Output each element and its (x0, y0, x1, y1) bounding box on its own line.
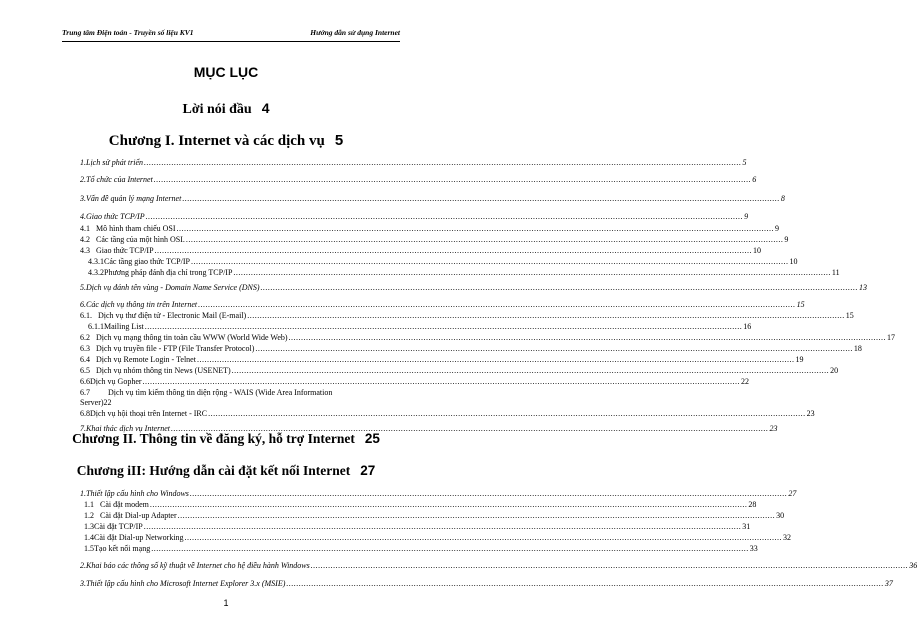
toc-entry[interactable] (80, 533, 792, 544)
toc-entry-page: 33 (749, 544, 758, 553)
toc-entry-number: 1.4 (84, 533, 94, 542)
toc-entry-number: 4. (80, 212, 86, 221)
toc-entry-page: 28 (748, 500, 757, 509)
toc-entry-number: 5. (80, 283, 86, 292)
toc-entry-number: 1.2 (84, 511, 94, 520)
toc-entry-page: 32 (783, 533, 792, 542)
toc-entry-number: 3. (80, 579, 86, 588)
toc-entry-page: 20 (830, 366, 839, 375)
toc-entry-text: Các dịch vụ thông tin trên Internet (86, 300, 198, 309)
toc-entry[interactable] (80, 311, 854, 322)
intro-label: Lời nói đầu (182, 102, 252, 117)
toc-entry[interactable] (80, 511, 785, 522)
chapter2-page: 25 (364, 431, 380, 446)
toc-entry[interactable] (80, 322, 752, 333)
toc-entry-page: 19 (795, 355, 804, 364)
toc-entry-page: 23 (806, 409, 815, 418)
toc-entry-text: Dịch vụ nhóm thông tin News (USENET) (96, 366, 231, 375)
toc-entry-text: Dịch vụ thư điện tử - Electronic Mail (E-mail) (98, 311, 247, 320)
toc-entry-page: 18 (853, 344, 862, 353)
chapter2-label: Chương II. Thông tin về đăng ký, hỗ trợ Internet (72, 431, 355, 446)
toc-entry-number: 6.1. (80, 311, 92, 320)
toc-entry-number: 6.5 (80, 366, 90, 375)
toc-entry-page: 27 (788, 489, 797, 498)
chapter1-page: 5 (334, 132, 344, 149)
chapter1-label: Chương I. Internet và các dịch vụ (108, 133, 325, 149)
toc-entry-number: 6.6 (80, 377, 90, 386)
toc-entry-number: 6.1.1 (88, 322, 104, 331)
toc-entry[interactable] (80, 366, 839, 377)
header-right-text: Hướng dẫn sử dụng Internet (310, 28, 400, 37)
toc-entry[interactable] (80, 377, 750, 388)
toc-entry-page: 37 (884, 579, 893, 588)
toc-entry-text: Cài đặt Dial-up Adapter (100, 511, 177, 520)
toc-entry-text: Dịch vụ truyền file - FTP (File Transfer Protocol) (96, 344, 255, 353)
toc-entry-page: 10 (753, 246, 762, 255)
toc-entry-text: Dịch vụ Remote Login - Telnet (96, 355, 196, 364)
toc-entry-page: 15 (845, 311, 854, 320)
toc-entry[interactable] (80, 224, 780, 235)
toc-entry[interactable] (80, 333, 896, 344)
toc-entry[interactable] (80, 344, 862, 355)
toc-entry-number: 1. (80, 158, 86, 167)
toc-entry-page: 13 (859, 283, 868, 292)
toc-entry-text: Dịch vụ hội thoại trên Internet - IRC (90, 409, 208, 418)
toc-entry-page: 9 (744, 212, 749, 221)
toc-entry-page: 9 (784, 235, 789, 244)
toc-entry-text-line1: Dịch vụ tìm kiếm thông tin diện rộng - WAIS (Wide Area Information (108, 388, 333, 397)
page-header (62, 28, 400, 42)
toc-entry-page: 8 (780, 194, 785, 203)
toc-entry-number: 7. (80, 424, 86, 433)
page-title: MỤC LỤC (193, 64, 259, 80)
toc-entry-number: 6.8 (80, 409, 90, 418)
chapter1-heading (0, 132, 452, 150)
toc-entry[interactable] (80, 175, 757, 187)
toc-entry-text: Giao thức TCP/IP (86, 212, 145, 221)
toc-entry[interactable] (80, 561, 917, 573)
toc-entry-number: 3. (80, 194, 86, 203)
toc-entry-number: 1.3 (84, 522, 94, 531)
toc-entry-text: Dịch vụ mạng thông tin toàn cầu WWW (World Wide Web) (96, 333, 288, 342)
toc-entry-text: Mô hình tham chiếu OSI (96, 224, 176, 233)
toc-entry-text: Cài đặt TCP/IP (94, 522, 143, 531)
chapter3-heading (0, 463, 452, 479)
toc-entry-page: 9 (775, 224, 780, 233)
chapter3-page: 27 (360, 463, 376, 478)
toc-entry[interactable] (80, 355, 804, 366)
toc-entry-number: 6.3 (80, 344, 90, 353)
toc-entry-text: Khai thác dịch vụ Internet (86, 424, 170, 433)
toc-entry-text: Các tầng giao thức TCP/IP (104, 257, 190, 266)
toc-entry-number: 4.2 (80, 235, 90, 244)
toc-entry-text: Khai báo các thông số kỹ thuật về Internet cho hệ điều hành Windows (86, 561, 310, 570)
toc-entry-text: Dịch vụ đánh tên vùng - Domain Name Service (DNS) (86, 283, 260, 292)
toc-entry-number: 6. (80, 300, 86, 309)
toc-entry[interactable] (80, 194, 785, 206)
toc-entry-text: Tổ chức của Internet (86, 175, 153, 184)
chapter2-heading (0, 431, 452, 447)
toc-entry-number: 6.4 (80, 355, 90, 364)
toc-entry-text: Thiết lập cấu hình cho Microsoft Internet Explorer 3.x (MSIE) (86, 579, 286, 588)
toc-entry[interactable] (80, 579, 893, 591)
toc-entry-number: 1.5 (84, 544, 94, 553)
header-left-text: Trung tâm Điện toán - Truyền số liệu KV1 (62, 28, 194, 37)
toc-entry-text: Các tầng của một hình OSI. (96, 235, 185, 244)
toc-entry-number: 1. (80, 489, 86, 498)
toc-chapter1 (80, 158, 896, 436)
toc-entry-page: 6 (752, 175, 757, 184)
toc-entry-text: Dịch vụ Gopher (90, 377, 142, 386)
toc-entry-text: Cài đặt Dial-up Networking (94, 533, 184, 542)
toc-entry[interactable] (80, 246, 762, 257)
toc-entry-text: Tạo kết nối mạng (94, 544, 151, 553)
toc-entry-page: 22 (103, 398, 112, 407)
toc-entry-page: 31 (742, 522, 751, 531)
toc-entry-page: 10 (789, 257, 798, 266)
toc-entry-text: Cài đặt modem (100, 500, 149, 509)
toc-entry-text-line2: Server) (80, 398, 104, 407)
toc-entry[interactable] (80, 257, 798, 268)
toc-entry-page: 17 (887, 333, 896, 342)
toc-entry-number: 4.1 (80, 224, 90, 233)
toc-entry-number: 6.2 (80, 333, 90, 342)
toc-entry-wrapped[interactable] (80, 388, 397, 409)
toc-entry[interactable] (80, 268, 840, 279)
intro-heading (0, 100, 452, 118)
toc-entry-text: Lịch sử phát triển (86, 158, 144, 167)
chapter3-label: Chương iII: Hướng dẫn cài đặt kết nối Internet (76, 463, 351, 478)
toc-entry-number: 2. (80, 561, 86, 570)
toc-entry-number: 4.3.2 (88, 268, 104, 277)
toc-entry-number: 6.7 (80, 388, 90, 397)
toc-entry[interactable] (80, 409, 815, 420)
toc-entry-page: 23 (769, 424, 778, 433)
toc-chapter3 (80, 489, 917, 591)
page-number: 1 (223, 598, 229, 608)
toc-entry[interactable] (80, 489, 797, 500)
toc-entry-number: 1.1 (84, 500, 94, 509)
intro-page: 4 (261, 100, 270, 116)
toc-entry-text: Thiết lập cấu hình cho Windows (86, 489, 189, 498)
toc-entry-number: 4.3 (80, 246, 90, 255)
toc-entry[interactable] (80, 158, 747, 169)
toc-entry-text: Phương pháp đánh địa chỉ trong TCP/IP (104, 268, 233, 277)
toc-entry-text: Mailing List (104, 322, 144, 331)
toc-entry-page: 16 (743, 322, 752, 331)
toc-entry-page: 11 (831, 268, 840, 277)
toc-entry[interactable] (80, 283, 868, 295)
toc-entry-page: 22 (741, 377, 750, 386)
toc-entry-text: Giao thức TCP/IP (96, 246, 154, 255)
toc-entry[interactable] (80, 522, 751, 533)
toc-entry-page: 30 (776, 511, 785, 520)
toc-entry[interactable] (80, 235, 789, 246)
toc-entry-text: Vấn đề quản lý mạng Internet (86, 194, 182, 203)
toc-entry[interactable] (80, 212, 749, 224)
toc-entry-page: 5 (742, 158, 747, 167)
toc-entry[interactable] (80, 300, 805, 311)
toc-entry-page: 36 (909, 561, 917, 570)
toc-entry-page: 15 (796, 300, 805, 309)
toc-entry-number: 4.3.1 (88, 257, 104, 266)
toc-entry[interactable] (80, 544, 758, 555)
toc-entry[interactable] (80, 500, 757, 511)
toc-entry-number: 2. (80, 175, 86, 184)
